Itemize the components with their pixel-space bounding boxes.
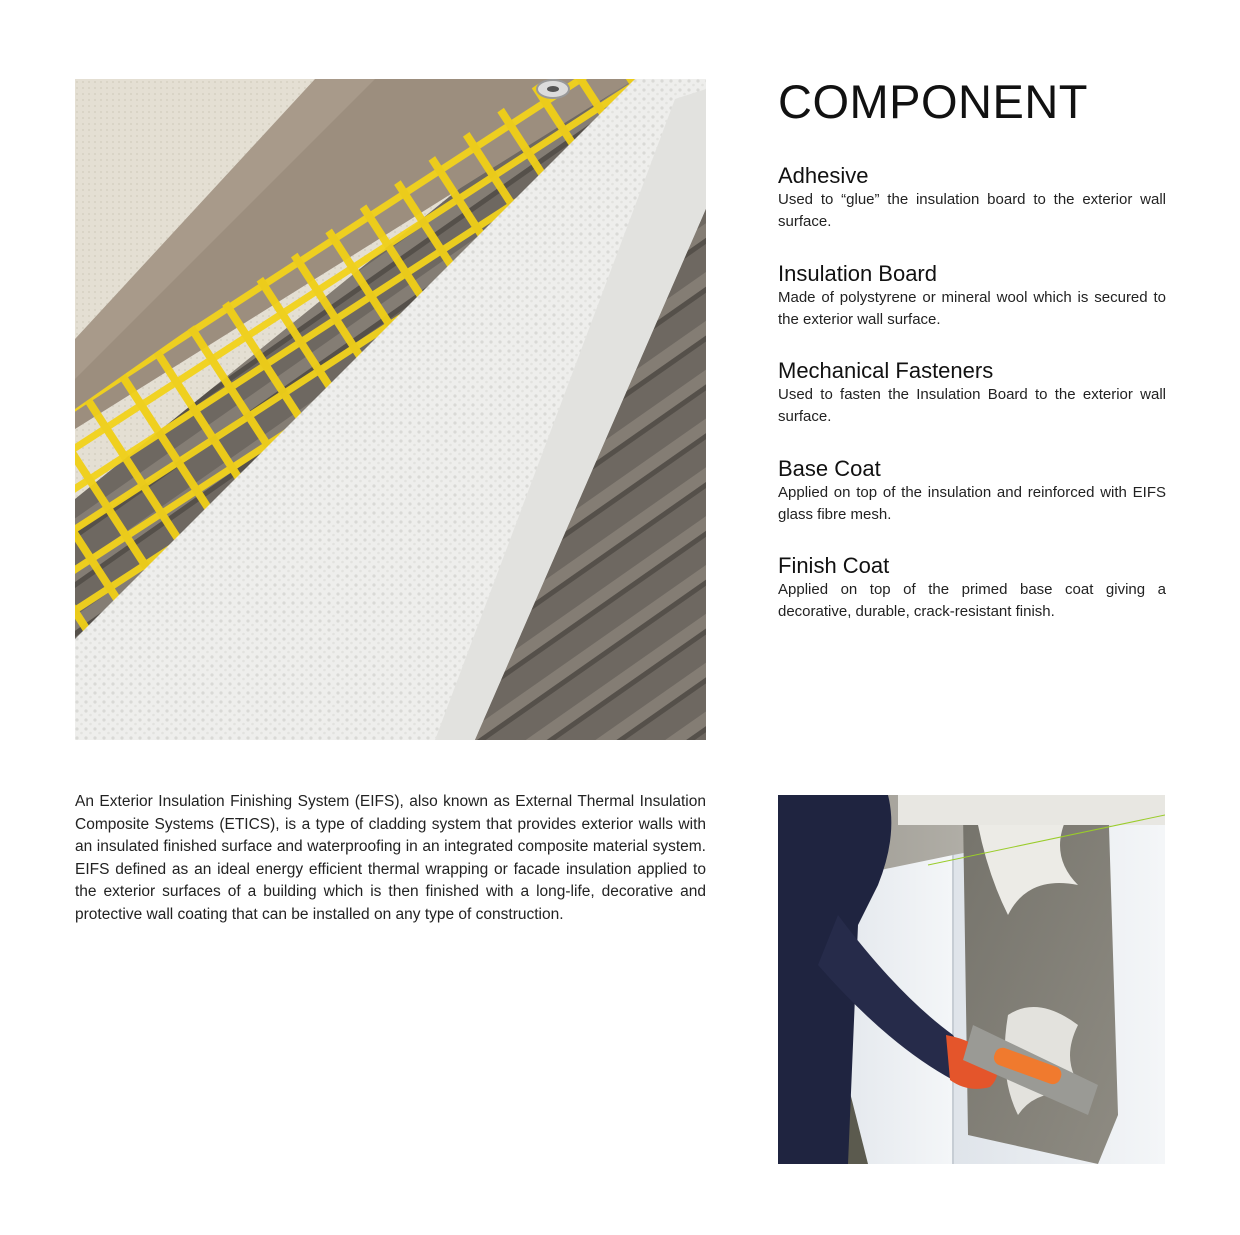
component-item-insulation-board [778,261,1166,331]
component-item-adhesive [778,163,1166,233]
eifs-layers-photo [75,79,706,740]
worker-applying-base-coat-photo [778,795,1165,1164]
component-description: Used to “glue” the insulation board to the exterior wall surface. [778,191,1166,230]
component-heading: Adhesive [778,163,869,188]
eifs-layers-illustration [75,79,706,740]
component-description: Made of polystyrene or mineral wool which is secured to the exterior wall surface. [778,289,1166,328]
component-heading: Finish Coat [778,553,890,578]
component-heading: Mechanical Fasteners [778,358,994,383]
component-description: Applied on top of the insulation and reinforced with EIFS glass fibre mesh. [778,484,1166,523]
component-description: Used to fasten the Insulation Board to the exterior wall surface. [778,386,1166,425]
component-item-finish-coat [778,553,1166,623]
component-description: Applied on top of the primed base coat giving a decorative, durable, crack-resistant finish. [778,581,1166,620]
component-item-mechanical-fasteners [778,358,1166,428]
worker-illustration [778,795,1165,1164]
component-heading: Base Coat [778,456,881,481]
eifs-intro-paragraph: An Exterior Insulation Finishing System (EIFS), also known as External Thermal Insulation Composite Systems (ETICS), is a type of cladding system that provides exterior walls with an insulated finished surface and waterproofing in an integrated composite material system. EIFS defined as an ideal energy efficient thermal wrapping or facade insulation applied to the exterior surfaces of a building which is then finished with a long-life, decorative and protective wall coating that can be installed on any type of construction. [75,793,706,923]
component-item-base-coat [778,456,1166,526]
component-section [778,72,1166,620]
component-heading: Insulation Board [778,261,937,286]
component-title: COMPONENT [778,75,1088,128]
